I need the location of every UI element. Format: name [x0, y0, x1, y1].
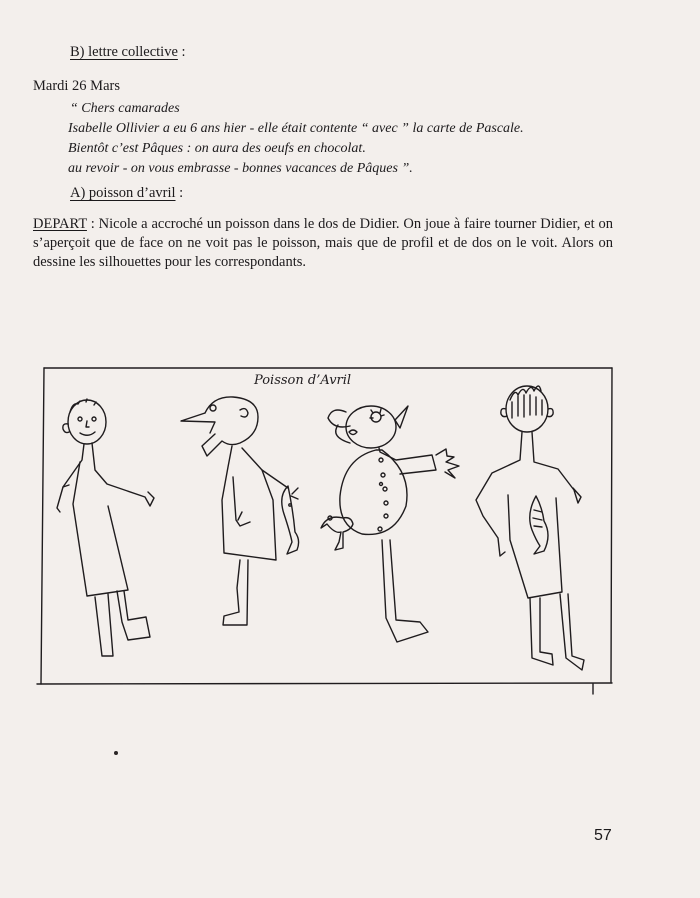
ink-dot [114, 751, 118, 755]
page-number: 57 [594, 827, 612, 844]
letter-line: au revoir - on vous embrasse - bonnes vacances de Pâques ”. [68, 161, 413, 176]
figure-side-view-left [181, 397, 299, 625]
depart-label: DEPART [33, 216, 87, 232]
figure-back-view [476, 386, 584, 670]
letter-line: Isabelle Ollivier a eu 6 ans hier - elle était contente “ avec ” la carte de Pascale. [68, 121, 524, 136]
figure-front-view [57, 399, 154, 656]
drawing-caption: Poisson d’Avril [254, 373, 352, 388]
drawing-frame [37, 368, 612, 694]
letter-date: Mardi 26 Mars [33, 78, 120, 94]
depart-text: : Nicole a accroché un poisson dans le dos de Didier. On joue à faire tourner Didier, et on s’aperçoit que de face on ne voit pas le poisson, mais que de profil et de dos on le voit. Alors on dessine les silhouettes pour les correspondants. [33, 216, 613, 270]
letter-line: “ Chers camarades [70, 101, 180, 116]
section-a-colon: : [175, 185, 184, 201]
section-b-colon: : [177, 44, 186, 60]
section-a-title: A) poisson d’avril [70, 185, 176, 201]
section-b-title: B) lettre collective [70, 44, 178, 60]
letter-line: Bientôt c’est Pâques : on aura des oeufs en chocolat. [68, 141, 366, 156]
figure-side-view-right [321, 406, 459, 642]
